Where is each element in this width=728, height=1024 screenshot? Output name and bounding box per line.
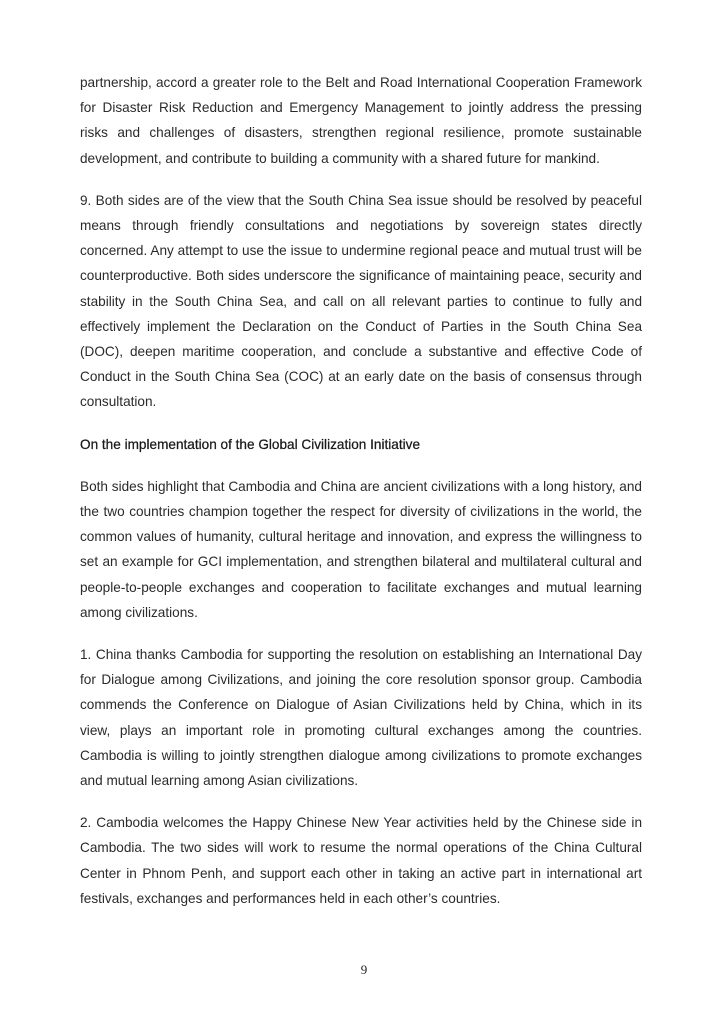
paragraph-dialogue-among-civilizations: 1. China thanks Cambodia for supporting the resolution on establishing an International Day for Dialogue among Civilizations, and joining the core resolution sponsor group. Cambodia commends the Conference on Dialogue of Asian Civilizations held by China, which in its view, plays an important role in promoting cultural exchanges among the countries. Cambodia is willing to jointly strengthen dialogue among civilizations to promote exchanges and mutual learning among Asian civilizations. xyxy=(80,647,642,789)
page-number: 9 xyxy=(360,962,368,977)
paragraph-chinese-new-year: 2. Cambodia welcomes the Happy Chinese New Year activities held by the Chinese side in Cambodia. The two sides will work to resume the normal operations of the China Cultural Center in Phnom Penh, and support each other in taking an active part in international art festivals, exchanges and performances held in each other’s countries. xyxy=(80,815,642,906)
page-body xyxy=(80,70,642,928)
paragraph-south-china-sea: 9. Both sides are of the view that the South China Sea issue should be resolved by peaceful means through friendly consultations and negotiations by sovereign states directly concerned. Any attempt to use the issue to undermine regional peace and mutual trust will be counterproductive. Both sides underscore the significance of maintaining peace, security and stability in the South China Sea, and call on all relevant parties to continue to fully and effectively implement the Declaration on the Conduct of Parties in the South China Sea (DOC), deepen maritime cooperation, and conclude a substantive and effective Code of Conduct in the South China Sea (COC) at an early date on the basis of consensus through consultation. xyxy=(80,192,642,410)
section-heading-global-civilization-initiative: On the implementation of the Global Civilization Initiative xyxy=(80,436,421,452)
paragraph-ancient-civilizations: Both sides highlight that Cambodia and China are ancient civilizations with a long history, and the two countries champion together the respect for diversity of civilizations in the world, the common values of humanity, cultural heritage and innovation, and express the willingness to set an example for GCI implementation, and strengthen bilateral and multilateral cultural and people-to-people exchanges and cooperation to facilitate exchanges and mutual learning among civilizations. xyxy=(80,478,642,620)
paragraph-partnership-continuation: partnership, accord a greater role to the Belt and Road International Cooperation Framework for Disaster Risk Reduction and Emergency Management to jointly address the pressing risks and challenges of disasters, strengthen regional resilience, promote sustainable development, and contribute to building a community with a shared future for mankind. xyxy=(80,75,642,166)
